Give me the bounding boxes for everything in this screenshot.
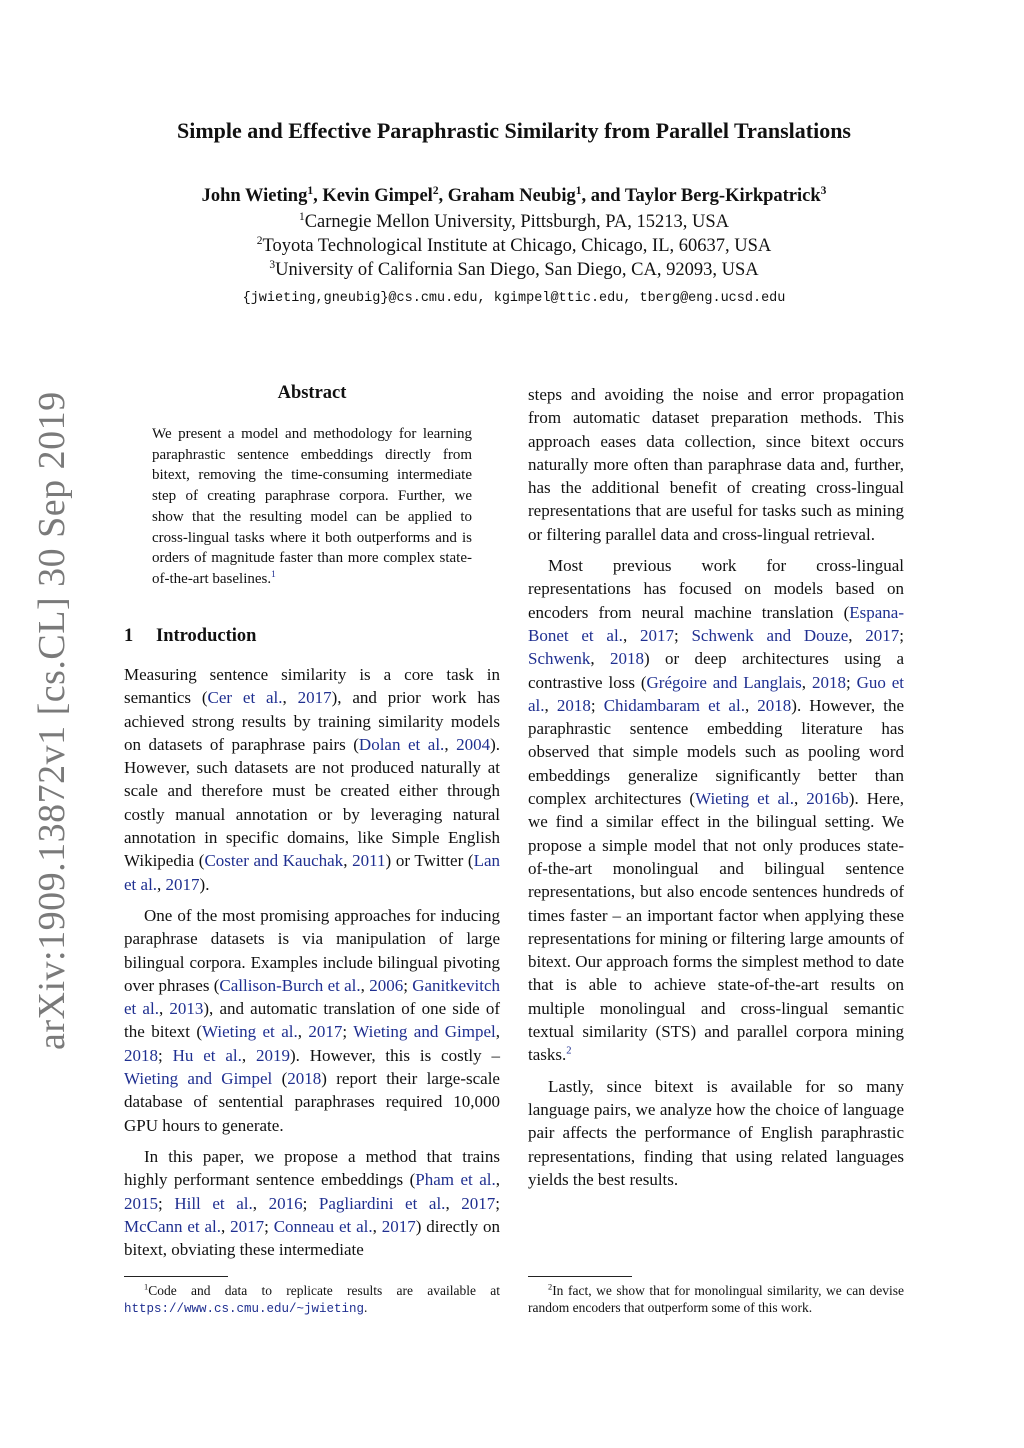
citation-link[interactable]: 2017 [308, 1022, 343, 1042]
citation-link[interactable]: Wieting and Gimpel [353, 1022, 496, 1042]
citation-link[interactable]: Hill et al. [174, 1193, 253, 1213]
paragraph-text: Lastly, since bitext is available for so many language pairs, we analyze how the choice of language pair affects the performance of English paraphrastic representations, finding that using related languages yields the best results. [528, 1076, 904, 1189]
citation-link[interactable]: 2016 [268, 1193, 303, 1213]
citation-link[interactable]: Coster and Kauchak [204, 851, 344, 871]
paragraph-text: , [794, 789, 807, 809]
paragraph-text: ; [899, 625, 905, 645]
footnote-mark[interactable]: 1 [271, 569, 276, 580]
paragraph-text: steps and avoiding the noise and error propagation from automatic dataset preparation methods. This approach eases data collection, since bitext occurs naturally more often than paraphrase data and, further, has the additional benefit of creating cross-lingual representations that are useful for tasks such as mining or filtering parallel data and cross-lingual retrieval. [528, 385, 904, 544]
paragraph [124, 904, 500, 1137]
author-name: Graham Neubig [447, 186, 576, 206]
footnote-1 [124, 1282, 500, 1318]
footnote-mark[interactable]: 2 [566, 1045, 572, 1057]
citation-link[interactable]: 2017 [461, 1193, 496, 1213]
paragraph [124, 1145, 500, 1261]
paragraph-text: ). However, such datasets are not produced naturally at scale and therefore must be created either through costly manual annotation or by leveraging natural annotation in specific domains, like Simple English Wikipedia ( [124, 734, 501, 871]
citation-link[interactable]: 2019 [255, 1045, 290, 1065]
citation-link[interactable]: 2018 [609, 649, 644, 669]
citation-link[interactable]: 2017 [865, 625, 900, 645]
citation-link[interactable]: 2004 [456, 734, 491, 754]
paragraph-text: , [444, 734, 457, 754]
paragraph-text: ; [845, 672, 857, 692]
paragraph [528, 383, 904, 546]
citation-link[interactable]: Cer et al. [207, 688, 283, 708]
citation-link[interactable]: 2018 [556, 695, 591, 715]
paragraph-text: ). Here, we find a similar effect in the bilingual setting. We propose a simple model that not only produces state-of-the-art monolingual and bilingual sentence representations, but also encode sentences hundreds of times faster – an important factor when applying these representations for mining or filtering large amounts of bitext. Our approach forms the simplest method to date that is able to achieve state-of-the-art results on multiple monolingual and cross-lingual semantic textual similarity (STS) and parallel corpora mining tasks. [528, 789, 904, 1065]
citation-link[interactable]: 2017 [165, 874, 200, 894]
citation-link[interactable]: Pagliardini et al. [318, 1193, 446, 1213]
paragraph-text: , [544, 695, 557, 715]
citation-link[interactable]: Wieting et al. [202, 1022, 298, 1042]
paragraph-text: , [241, 1045, 256, 1065]
footnote-link[interactable]: https://www.cs.cmu.edu/~jwieting [124, 1302, 365, 1316]
citation-link[interactable]: 2018 [811, 672, 846, 692]
paragraph-text: ; [673, 625, 692, 645]
paragraph-text: , [282, 688, 298, 708]
citation-link[interactable]: Dolan et al. [358, 734, 445, 754]
author-separator: , [438, 186, 448, 206]
paragraph-text: , [372, 1216, 382, 1236]
footnote-rule [528, 1276, 632, 1277]
citation-link[interactable]: Conneau et al. [273, 1216, 373, 1236]
paragraph-text: ) report their large-scale database of sentential paraphrases required 10,000 GPU hours to generate. [124, 1069, 500, 1135]
paragraph-text: , [495, 1022, 500, 1042]
footnote-rule [124, 1276, 228, 1277]
footnote-text: In fact, we show that for monolingual similarity, we can devise random encoders that outperform some of this work. [528, 1283, 904, 1315]
citation-link[interactable]: 2015 [124, 1193, 158, 1213]
paragraph-text: ) directly on bitext, obviating these intermediate [124, 1216, 501, 1260]
paragraph-text: Most previous work for cross-lingual representations has focused on models based on encoders from neural machine translation ( [528, 556, 904, 622]
paragraph-text: , [801, 672, 812, 692]
paragraph-text: , [590, 649, 610, 669]
paragraph-text: , [622, 625, 640, 645]
footnote-period: . [364, 1300, 368, 1315]
arxiv-identifier: arXiv:1909.13872v1 [cs.CL] 30 Sep 2019 [31, 391, 73, 1050]
section-heading-introduction [124, 626, 500, 647]
abstract-heading: Abstract [277, 383, 347, 403]
citation-link[interactable]: Guo et al. [528, 672, 905, 715]
paragraph-text: , [445, 1193, 462, 1213]
citation-link[interactable]: 2016b [806, 789, 849, 809]
paragraph-text: ), and prior work has achieved strong results by training similarity models on datasets of paraphrase pairs ( [124, 688, 500, 754]
paragraph [528, 1075, 904, 1191]
paragraph-text: ). However, this is costly – [289, 1045, 500, 1065]
citation-link[interactable]: 2011 [352, 851, 386, 871]
citation-link[interactable]: Schwenk [528, 649, 591, 669]
footnote-2 [528, 1282, 904, 1316]
citation-link[interactable]: 2018 [757, 695, 792, 715]
citation-link[interactable]: Espana-Bonet et al. [528, 602, 904, 645]
citation-link[interactable]: Wieting and Gimpel [124, 1069, 273, 1089]
left-column-body [124, 663, 500, 1269]
citation-link[interactable]: 2018 [287, 1069, 322, 1089]
paragraph-text: , [495, 1170, 500, 1190]
abstract-text [152, 424, 472, 590]
paragraph-text: ; [342, 1022, 354, 1042]
section-title: Introduction [156, 626, 257, 646]
paragraph-text: ; [158, 1193, 175, 1213]
citation-link[interactable]: Lan et al. [124, 851, 501, 894]
paragraph-text: ; [264, 1216, 274, 1236]
paragraph-text: One of the most promising approaches for inducing paraphrase datasets is via manipulation of large bilingual corpora. Examples include bilingual pivoting over phrases ( [124, 905, 500, 995]
citation-link[interactable]: 2017 [297, 688, 332, 708]
footnote-text: Code and data to replicate results are available at [148, 1283, 500, 1298]
paragraph-text: In this paper, we propose a method that trains highly performant sentence embeddings ( [124, 1146, 500, 1190]
paragraph-text: , [157, 874, 166, 894]
author-affil-mark: 3 [820, 184, 827, 197]
author-name: Taylor Berg-Kirkpatrick [624, 186, 821, 206]
citation-link[interactable]: Hu et al. [172, 1045, 242, 1065]
paragraph-text: ) or Twitter ( [385, 851, 474, 871]
paragraph-text: , [360, 975, 370, 995]
paragraph-text: ; [590, 695, 604, 715]
paragraph-text: ( [272, 1069, 288, 1089]
citation-link[interactable]: Callison-Burch et al. [219, 975, 361, 995]
paragraph-text: ; [403, 975, 413, 995]
author-name: Kevin Gimpel [322, 186, 433, 206]
affiliation-text: Toyota Technological Institute at Chicago, Chicago, IL, 60637, USA [262, 236, 772, 256]
paragraph-text: ), and automatic translation of one side of the bitext ( [124, 999, 501, 1042]
paragraph-text: ) or deep architectures using a contrastive loss ( [528, 649, 905, 692]
paragraph-text: , [252, 1193, 269, 1213]
paragraph-text: , [744, 695, 758, 715]
section-number: 1 [124, 626, 134, 646]
author-affil-mark: 1 [575, 184, 582, 197]
affiliation-mark: 1 [298, 210, 305, 223]
paragraph-text: , [848, 625, 866, 645]
author-affil-mark: 2 [432, 184, 439, 197]
author-separator: , and [581, 186, 625, 206]
affiliation [60, 236, 968, 257]
abstract-body-text: We present a model and methodology for learning paraphrastic sentence embeddings directly from bitext, removing the time-consuming intermediate step of creating paraphrase corpora. Further, we show that the resulting model can be applied to cross-lingual tasks where it both outperforms and is orders of magnitude faster than more complex state-of-the-art baselines. [152, 426, 472, 587]
footnote-number: 2 [548, 1282, 553, 1292]
citation-link[interactable]: 2018 [124, 1045, 158, 1065]
citation-link[interactable]: 2017 [639, 625, 674, 645]
author-separator: , [313, 186, 323, 206]
footnote-number: 1 [144, 1282, 149, 1292]
author-list [60, 186, 968, 207]
citation-link[interactable]: Schwenk and Douze [691, 625, 849, 645]
citation-link[interactable]: 2017 [381, 1216, 416, 1236]
citation-link[interactable]: Wieting et al. [695, 789, 794, 809]
paragraph-text: ; [495, 1193, 501, 1213]
paragraph [124, 663, 500, 896]
paragraph-text: ; [158, 1045, 173, 1065]
citation-link[interactable]: Chidambaram et al. [603, 695, 745, 715]
citation-link[interactable]: 2017 [230, 1216, 265, 1236]
paragraph-text: , [158, 999, 170, 1019]
paragraph-text: ; [302, 1193, 319, 1213]
citation-link[interactable]: Ganitkevitch et al. [124, 975, 501, 1019]
affiliation [60, 212, 968, 233]
author-name: John Wieting [201, 186, 308, 206]
citation-link[interactable]: 2013 [169, 999, 204, 1019]
paragraph-text: , [221, 1216, 231, 1236]
paragraph-text: , [343, 851, 353, 871]
affiliation-mark: 2 [256, 234, 263, 247]
affiliation [60, 260, 968, 281]
affiliation-text: Carnegie Mellon University, Pittsburgh, PA, 15213, USA [304, 212, 730, 232]
author-affil-mark: 1 [307, 184, 314, 197]
paragraph [528, 554, 904, 1067]
affiliation-mark: 3 [269, 258, 276, 271]
right-column-body [528, 383, 904, 1199]
paper-title: Simple and Effective Paraphrastic Similarity from Parallel Translations [177, 118, 851, 143]
affiliation-text: University of California San Diego, San Diego, CA, 92093, USA [275, 260, 759, 280]
citation-link[interactable]: Pham et al. [415, 1170, 496, 1190]
paragraph-text: ). [199, 874, 210, 894]
citation-link[interactable]: McCann et al. [124, 1216, 222, 1236]
paragraph-text: , [297, 1022, 309, 1042]
paragraph-text: Measuring sentence similarity is a core task in semantics ( [124, 665, 500, 708]
paragraph-text: ). However, the paraphrastic sentence embedding literature has observed that simple models such as pooling word embeddings generalize significantly better than complex architectures ( [528, 695, 905, 809]
citation-link[interactable]: 2006 [369, 975, 404, 995]
author-emails: {jwieting,gneubig}@cs.cmu.edu, kgimpel@ttic.edu, tberg@eng.ucsd.edu [242, 291, 786, 306]
citation-link[interactable]: Grégoire and Langlais [646, 672, 802, 692]
